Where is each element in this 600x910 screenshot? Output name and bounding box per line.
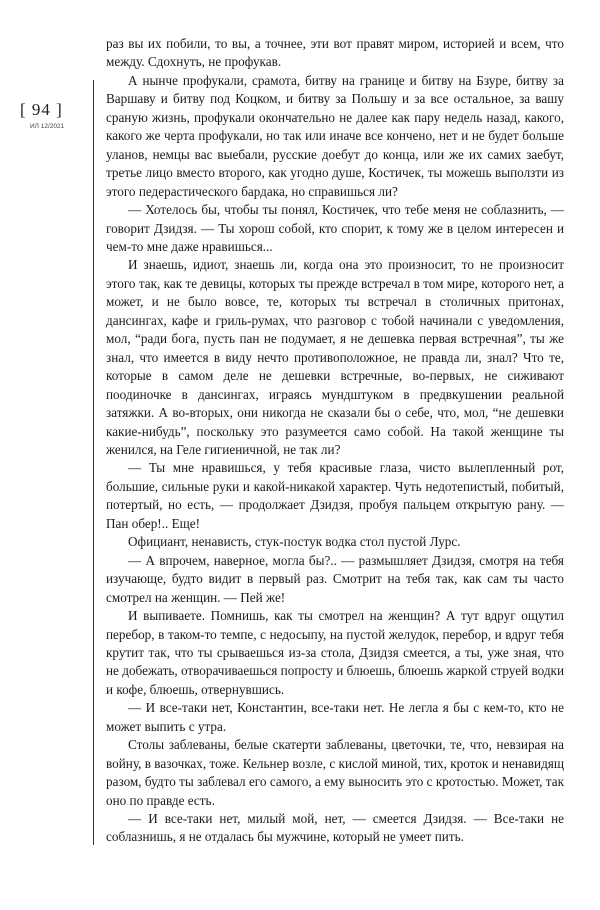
paragraph: — И все-таки нет, милый мой, нет, — смеется Дзидзя. — Все-таки не соблазнишь, я не отдалась бы мужчине, который не умеет пить.	[106, 811, 564, 845]
paragraph: А нынче профукали, срамота, битву на границе и битву на Бзуре, битву за Варшаву и битву под Коцком, и битву за Польшу и за все остальное, за вашу сраную жизнь, профукали окончательно не далее как пару недель назад, какого, какого же черта профукали, но так или иначе все кончено, нет и не будет больше уланов, немцы вас выебали, русские доебут до конца, или же их самих заебут, третье лицо вместо второго, как угодно душе, Костичек, ты можешь выползти из этого педерастического бардака, но справишься ли?	[106, 72, 564, 199]
paragraph: Официант, ненависть, стук-постук водка стол пустой Лурс.	[128, 534, 461, 550]
body-text	[106, 35, 564, 847]
margin-rule	[93, 80, 94, 845]
paragraph: И знаешь, идиот, знаешь ли, когда она это произносит, то не произносит этого так, как те девицы, которых ты прежде встречал в том мире, которого нет, а может, и не было вовсе, те, которых ты встречал в столичных притонах, дансингах, кафе и гриль-румах, что разговор с тобой начинали с уведомления, мол, “ради бога, пусть пан не подумает, я не дешевка первая встречная”, ты же знал, что имеется в виду нечто противоположное, не правда ли, знал? Что те, которые в самом деле не дешевки встречные, во-первых, не сиживают поодиночке в дансингах, играясь мундштуком в предвкушении реальной затяжки. А во-вторых, они никогда не сказали бы о себе, что, мол, “не дешевки какие-нибудь”, поскольку это разумеется само собой. На такой женщине ты женился, на Геле гигиеничной, не так ли?	[106, 257, 564, 457]
paragraph: — Хотелось бы, чтобы ты понял, Костичек, что тебе меня не соблазнить, — говорит Дзидзя. — Ты хорош собой, кто спорит, к тому же в целом интересен и чем-то мне даже нравишься...	[106, 202, 564, 254]
paragraph: раз вы их побили, то вы, а точнее, эти вот правят миром, историей и всем, что между. Сдохнуть, не профукав.	[106, 36, 564, 70]
folio	[20, 100, 98, 130]
paragraph: — И все-таки нет, Константин, все-таки нет. Не легла я бы с кем-то, кто не может выпить с утра.	[106, 700, 564, 734]
page-number: [ 94 ]	[20, 100, 63, 119]
paragraph: И выпиваете. Помнишь, как ты смотрел на женщин? А тут вдруг ощутил перебор, в таком-то темпе, с недосыпу, на пустой желудок, перебор, и вдруг тебя крутит так, что ты срываешься из-за стола, Дзидзя смеется, а ты, уже зная, что не добежать, отворачиваешься попросту и блюешь, блюешь жаркой струей водки и кофе, блюешь, отвернувшись.	[106, 608, 564, 697]
paragraph: — А впрочем, наверное, могла бы?.. — размышляет Дзидзя, смотря на тебя изучающе, будто видит в первый раз. Смотрит на тебя так, как сам ты часто смотрел на женщин. — Пей же!	[106, 552, 564, 605]
paragraph: — Ты мне нравишься, у тебя красивые глаза, чисто вылепленный рот, большие, сильные руки и какой-никакой характер. Чуть недотепистый, побитый, потертый, но есть, — продолжает Дзидзя, пробуя пальцем открытую рану. — Пан обер!.. Еще!	[106, 460, 564, 531]
issue-label: ИЛ 12/2021	[30, 123, 65, 130]
paragraph: Столы заблеваны, белые скатерти заблеваны, цветочки, те, что, невзирая на войну, в вазочках, тоже. Кельнер возле, с кислой миной, тих, кроток и ненавидящ разом, будто ты заблевал его самого, а ему выносить это с кротостью. Может, так оно по правде есть.	[106, 737, 564, 808]
